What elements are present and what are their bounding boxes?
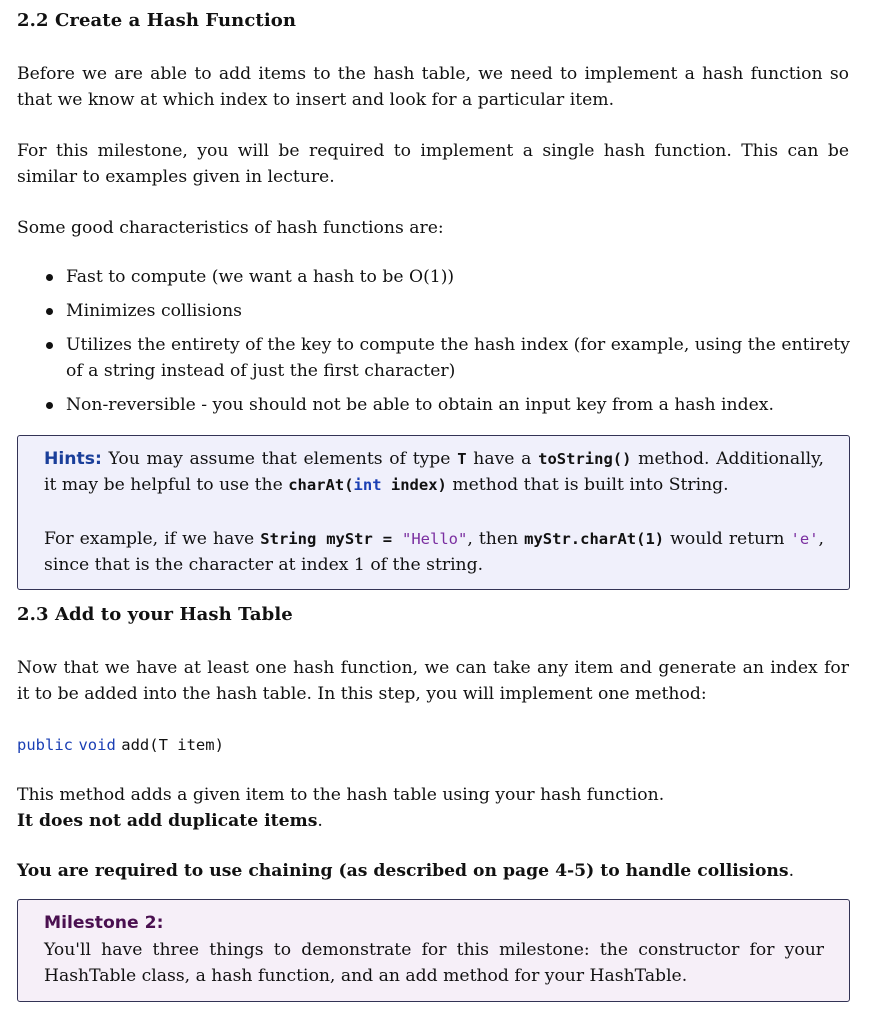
milestone-text: You'll have three things to demonstrate for this milestone: the constructor for your HashTable class, a hash function, and an add method for your HashTable. [44,940,824,986]
list-item: Minimizes collisions [40,298,850,324]
code-int-keyword: int [353,476,382,494]
list-item: Utilizes the entirety of the key to compute the hash index (for example, using the entirety of a string instead of just the first character) [40,332,850,384]
hints-label: Hints: [44,449,102,469]
code-charat-call: myStr.charAt(1) [524,530,665,548]
bullet-icon [46,308,53,315]
paragraph-milestone-requirement: For this milestone, you will be required to implement a single hash function. This can be similar to examples given in lecture. [17,141,849,187]
paragraph-intro: Before we are able to add items to the hash table, we need to implement a hash function so that we know at which index to insert and look for a particular item. [17,64,849,110]
paragraph-characteristics-intro: Some good characteristics of hash functions are: [17,218,444,238]
code-string-decl: String myStr = [260,530,403,548]
milestone-box [17,899,850,1002]
bullet-icon [46,342,53,349]
code-index-param: index) [381,476,447,494]
code-tostring: toString() [538,450,632,468]
paragraph-no-duplicates: It does not add duplicate items. [17,811,323,831]
code-charat: charAt( [288,476,354,494]
paragraph-add-intro: Now that we have at least one hash function, we can take any item and generate an index for it to be added into the hash table. In this step, you will implement one method: [17,658,849,704]
code-type-t: T [457,450,467,468]
section-heading-2-3: 2.3 Add to your Hash Table [17,604,293,625]
hints-box [17,435,850,590]
bullet-icon [46,274,53,281]
code-add-method: add(T item) [121,736,224,754]
bullet-icon [46,402,53,409]
paragraph-chaining-requirement: You are required to use chaining (as described on page 4-5) to handle collisions. [17,861,795,881]
section-heading-2-2: 2.2 Create a Hash Function [17,10,297,31]
list-item: Non-reversible - you should not be able to obtain an input key from a hash index. [40,392,850,418]
hints-example-paragraph: For example, if we have String myStr = "Hello", then myStr.charAt(1) would return 'e', since that is the character at index 1 of the string. [44,529,824,575]
characteristics-list [40,264,850,418]
milestone-title: Milestone 2: [44,913,164,933]
method-signature [17,732,224,758]
code-string-literal: "Hello" [402,530,468,548]
paragraph-add-description: This method adds a given item to the hash table using your hash function. [17,785,665,805]
list-item: Fast to compute (we want a hash to be O(1)) [40,264,850,290]
code-public-keyword: public [17,736,73,754]
hints-paragraph: Hints: You may assume that elements of type T have a toString() method. Additionally, it may be helpful to use the charAt(int index) method that is built into String. [44,449,824,495]
code-void-keyword: void [78,736,116,754]
code-char-literal: 'e' [790,530,819,548]
